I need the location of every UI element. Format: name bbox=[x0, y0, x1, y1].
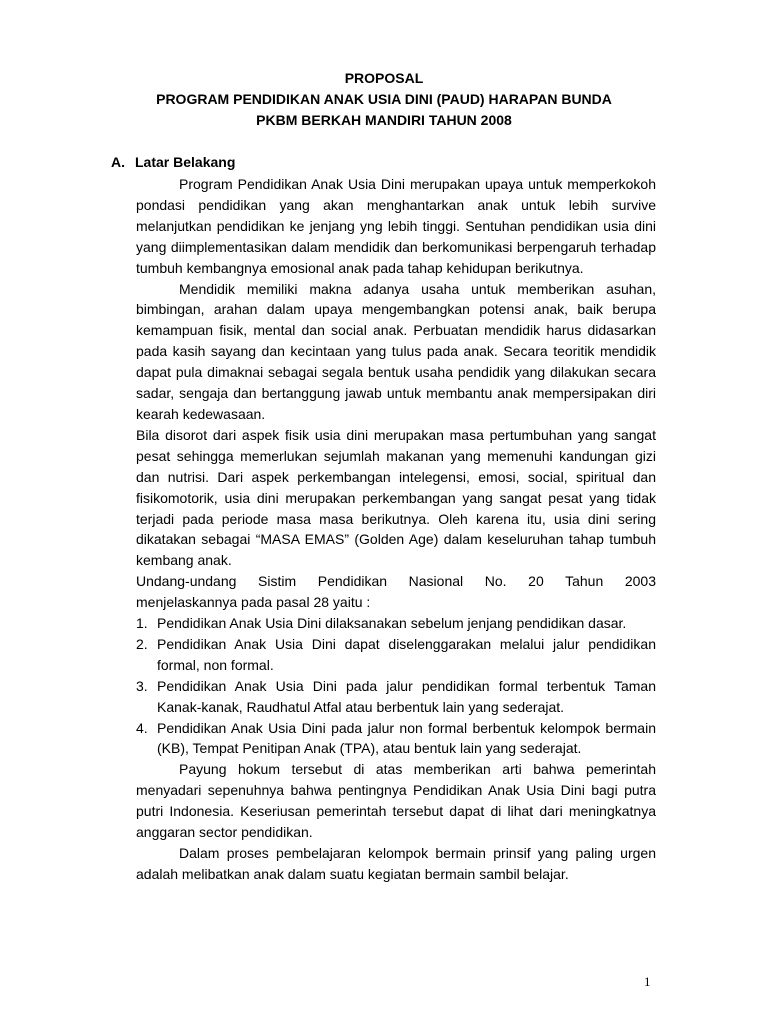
section-letter: A. bbox=[111, 154, 125, 170]
organization-line: PKBM BERKAH MANDIRI TAHUN 2008 bbox=[256, 112, 512, 128]
list-number: 1. bbox=[136, 615, 148, 632]
paragraph-1: Program Pendidikan Anak Usia Dini merupakan upaya untuk memperkokoh pondasi pendidikan yang akan menghantarkan anak untuk lebih survive melanjutkan pendidikan ke jenjang yng lebih tinggi. Sentuhan pendidikan usia dini yang diimplementasikan dalam mendidik dan berkomunikasi berpengaruh terhadap tumbuh kembangnya emosional anak pada tahap kehidupan berikutnya. bbox=[136, 176, 656, 276]
article-28-list bbox=[136, 613, 656, 759]
list-item bbox=[136, 676, 656, 718]
section-title: Latar Belakang bbox=[135, 154, 236, 170]
paragraph-2: Mendidik memiliki makna adanya usaha untuk memberikan asuhan, bimbingan, arahan dalam upaya mengembangkan potensi anak, baik berupa kemampuan fisik, mental dan social anak. Perbuatan mendidik harus didasarkan pada kasih sayang dan kecintaan yang tulus pada anak. Secara teoritik mendidik dapat pula dimaknai sebagai segala bentuk usaha pendidik yang dilakukan secara sadar, sengaja dan bertanggung jawab untuk membantu anak mempersipakan diri kearah kedewasaan. bbox=[136, 280, 656, 422]
list-item bbox=[136, 718, 656, 760]
list-text: Pendidikan Anak Usia Dini pada jalur non formal berbentuk kelompok bermain (KB), Tempat Penitipan Anak (TPA), atau bentuk lain yang sederajat. bbox=[157, 719, 656, 757]
paragraph-6: Dalam proses pembelajaran kelompok bermain prinsif yang paling urgen adalah melibatkan anak dalam suatu kegiatan bermain sambil belajar. bbox=[136, 845, 656, 882]
body-text bbox=[136, 174, 656, 885]
list-text: Pendidikan Anak Usia Dini pada jalur pendidikan formal terbentuk Taman Kanak-kanak, Raudhatul Atfal atau berbentuk lain yang sederajat. bbox=[157, 677, 656, 715]
document-title: PROPOSAL bbox=[344, 70, 424, 86]
title-block bbox=[0, 68, 768, 131]
list-text: Pendidikan Anak Usia Dini dilaksanakan sebelum jenjang pendidikan dasar. bbox=[157, 615, 627, 632]
paragraph-3: Bila disorot dari aspek fisik usia dini merupakan masa pertumbuhan yang sangat pesat sehingga memerlukan sejumlah makanan yang memenuhi kandungan gizi dan nutrisi. Dari aspek perkembangan intelegensi, emosi, social, spiritual dan fisikomotorik, usia dini merupakan perkembangan yang sangat pesat yang tidak terjadi pada periode masa masa berikutnya. Oleh karena itu, usia dini sering dikatakan sebagai “MASA EMAS” (Golden Age) dalam keseluruhan tahap tumbuh kembang anak. bbox=[136, 426, 656, 569]
document-subtitle: PROGRAM PENDIDIKAN ANAK USIA DINI (PAUD) HARAPAN BUNDA bbox=[156, 91, 612, 107]
list-number: 2. bbox=[136, 635, 148, 652]
list-number: 3. bbox=[136, 677, 148, 694]
list-text: Pendidikan Anak Usia Dini dapat diselenggarakan melalui jalur pendidikan formal, non formal. bbox=[157, 635, 656, 673]
paragraph-4-line-2: menjelaskannya pada pasal 28 yaitu : bbox=[136, 594, 371, 611]
list-item bbox=[136, 613, 656, 634]
paragraph-4-line-1: Undang-undang Sistim Pendidikan Nasional No. 20 Tahun 2003 bbox=[136, 573, 656, 590]
section-heading bbox=[111, 152, 235, 173]
list-number: 4. bbox=[136, 719, 148, 736]
page-number: 1 bbox=[644, 974, 651, 989]
list-item bbox=[136, 634, 656, 676]
paragraph-5: Payung hokum tersebut di atas memberikan arti bahwa pemerintah menyadari sepenuhnya bahwa pentingnya Pendidikan Anak Usia Dini bagi putra putri Indonesia. Keseriusan pemerintah tersebut dapat di lihat dari meningkatnya anggaran sector pendidikan. bbox=[136, 761, 656, 841]
